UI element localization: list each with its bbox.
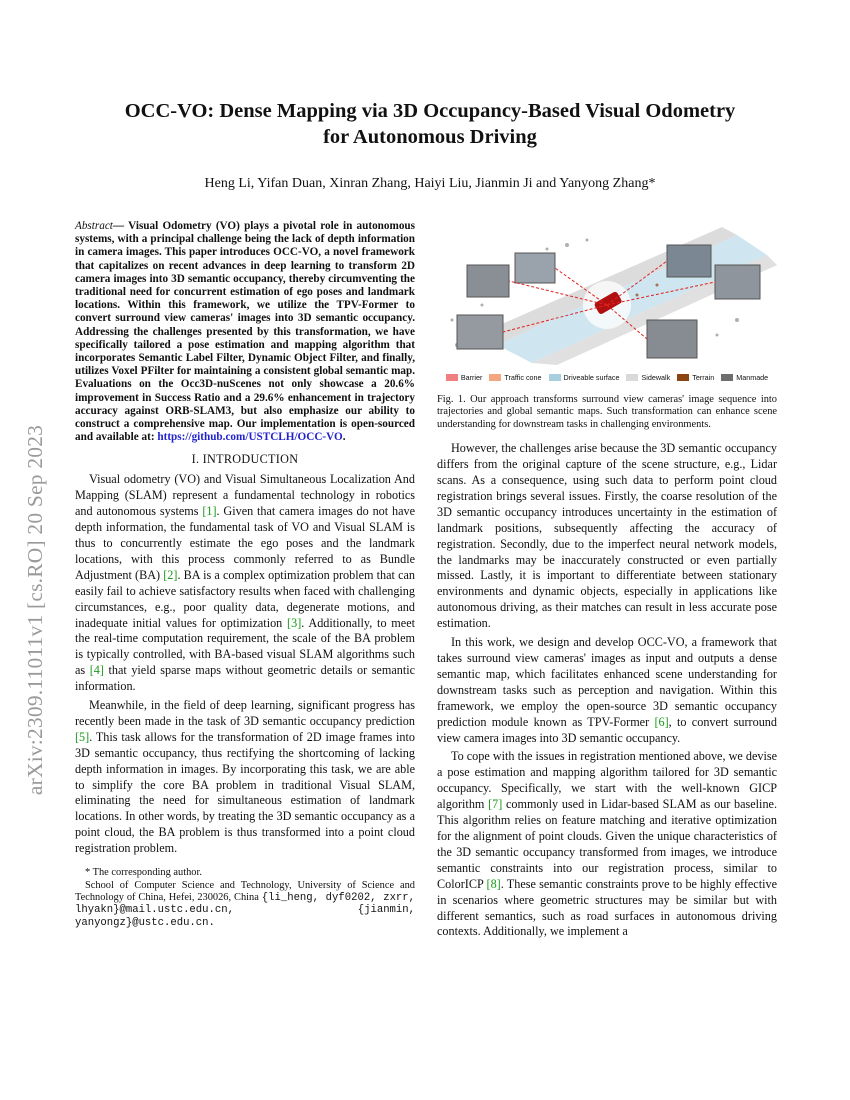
citation-link[interactable]: [1]	[202, 504, 217, 519]
legend-item	[489, 370, 541, 386]
paragraph-text: However, the challenges arise because the 3D semantic occupancy differs from the original capture of the scene structure, e.g., Lidar scans. As a consequence, using such data to perform point cloud registration brings several issues. Firstly, the coarse resolution of the 3D semantic occupancy introduces uncertainty in the estimation of landmark positions, subsequently affecting the accuracy of registration. Secondly, due to the imperfect neural network models, the landmarks may be inaccurately constructed or even partially missed. Lastly, it is important to differentiate between stationary environments and dynamic objects, especially in applications like autonomous driving, as their matches can result in less accurate pose estimation.	[437, 441, 777, 631]
author-emails: {li_heng, dyf0202, zxrr, lhyakn}@mail.ustc.edu.cn, {jianmin, yanyongz}@ustc.edu.cn.	[75, 891, 416, 929]
abstract-text: — Visual Odometry (VO) plays a pivotal role in autonomous systems, with a principal challenge being the lack of depth information in camera images. This paper introduces OCC-VO, a novel framework that capitalizes on recent advances in deep learning to transform 2D camera images into 3D semantic occupancy, thereby circumventing the traditional need for concurrent estimation of ego poses and landmark locations. Within this framework, we utilize the TPV-Former to convert surround view cameras' images into 3D semantic occupancy. Addressing the challenges presented by this transformation, we have specifically tailored a pose estimation and mapping algorithm that incorporates Semantic Label Filter, Dynamic Object Filter, and finally, utilizes Voxel PFilter for maintaining a consistent global semantic map. Evaluations on the Occ3D-nuScenes not only showcase a 20.6% improvement in Success Ratio and a 29.6% enhancement in trajectory accuracy against ORB-SLAM3, but also emphasize our ability to construct a comprehensive map. Our implementation is open-sourced and available at:	[75, 220, 415, 444]
section-heading-introduction: I. INTRODUCTION	[191, 452, 299, 467]
legend-label: Sidewalk	[641, 373, 671, 382]
citation-link[interactable]: [4]	[89, 663, 104, 678]
author-list: Heng Li, Yifan Duan, Xinran Zhang, Haiyi Liu, Jianmin Ji and Yanyong Zhang*	[204, 176, 656, 191]
abstract-label: Abstract	[75, 220, 113, 232]
camera-thumb-6	[647, 320, 697, 358]
paragraph-text: Visual odometry (VO) and Visual Simultaneous Localization And Mapping (SLAM) represent a fundamental technology in robotics and autonomous systems	[75, 472, 415, 519]
paragraph	[437, 749, 777, 940]
citation-link[interactable]: [3]	[287, 615, 302, 630]
introduction-body	[75, 472, 415, 857]
title-line-1: OCC-VO: Dense Mapping via 3D Occupancy-Based Visual Odometry	[124, 100, 736, 122]
paragraph-text: commonly used in Lidar-based SLAM as our baseline. This algorithm relies on feature matching and iterative optimization for the alignment of point clouds. Given the unique characteristics of the 3D semantic occupancy transformed from images, we introduce semantic constraints into our registration process, similar to ColorICP	[437, 797, 777, 891]
title-line-2: for Autonomous Driving	[323, 126, 537, 148]
legend-swatch	[489, 374, 501, 381]
paragraph-text: . BA is a complex optimization problem that can easily fail to achieve satisfactory results when faced with challenging circumstances, e.g., poor quality data, degenerate motions, and inadequate initial values for optimization	[75, 567, 415, 630]
paragraph-text: To cope with the issues in registration mentioned above, we devise a pose estimation and mapping algorithm tailored for 3D semantic occupancy. Specifically, we start with the well-known GICP algorithm	[437, 749, 777, 812]
legend-label: Driveable surface	[563, 373, 620, 382]
legend-label: Barrier	[460, 373, 483, 382]
footnote-corresponding: * The corresponding author.	[85, 867, 202, 879]
arxiv-side-stamp: arXiv:2309.11011v1 [cs.RO] 20 Sep 2023	[23, 424, 47, 796]
legend-swatch	[549, 374, 561, 381]
legend-label: Manmade	[736, 373, 769, 382]
right-column	[437, 225, 777, 943]
left-column	[75, 220, 415, 929]
citation-link[interactable]: [6]	[654, 714, 669, 729]
introduction-body-continued	[437, 441, 777, 940]
figure-1-image	[437, 225, 777, 365]
paragraph-text: . These semantic constraints prove to be highly effective in scenarios where geometric structures may be similar but with different semantics, such as road surfaces in autonomous driving contexts. Additionally, we implement a	[437, 876, 777, 939]
legend-swatch	[677, 374, 689, 381]
paragraph-text: . Additionally, to meet the real-time computation requirement, the scale of the BA problem is typically controlled, with BA-based visual SLAM algorithms such as	[75, 615, 415, 678]
camera-thumb-1	[467, 265, 509, 297]
paragraph	[437, 635, 777, 746]
figure-1-caption: Fig. 1. Our approach transforms surround view cameras' image sequence into trajectories and global semantic maps. Such transformation can enhance scene understanding for downstream tasks in challenging environments.	[437, 394, 777, 430]
paragraph	[437, 441, 777, 632]
paragraph-text: . Given that camera images do not have depth information, the fundamental task of VO and Visual SLAM is thus to concurrently estimate the ego poses and the landmark locations, with this process commonly referred to as Bundle Adjustment (BA)	[75, 504, 415, 582]
paragraph-text: Meanwhile, in the field of deep learning, significant progress has recently been made in the task of 3D semantic occupancy prediction	[75, 698, 415, 728]
code-link[interactable]: https://github.com/USTCLH/OCC-VO	[157, 431, 343, 444]
legend-swatch	[446, 374, 458, 381]
paragraph-text: . This task allows for the transformation of 2D image frames into 3D semantic occupancy, thus rectifying the shortcoming of lacking depth information in images. By incorporating this task, we are able to simplify the core BA problem in traditional Visual SLAM, eliminating the need for simultaneous estimation of landmark locations. In other words, by treating the 3D semantic occupancy as a point cloud, the BA problem is thus transformed into a point cloud registration problem.	[75, 729, 415, 856]
camera-thumb-2	[515, 253, 555, 283]
footnote	[75, 867, 415, 929]
abstract	[75, 220, 415, 444]
legend-swatch	[626, 374, 638, 381]
affiliation-text: School of Computer Science and Technology, University of Science and Technology of China, Hefei, 230026, China	[75, 879, 415, 903]
legend-label: Traffic cone	[504, 373, 542, 382]
legend-item	[446, 370, 483, 386]
legend-swatch	[721, 374, 733, 381]
abstract-end: .	[342, 431, 346, 444]
citation-link[interactable]: [8]	[486, 876, 501, 891]
paragraph	[75, 698, 415, 857]
legend-item	[626, 370, 670, 386]
paragraph-text: that yield sparse maps without geometric details or semantic information.	[75, 663, 416, 694]
legend-item	[677, 370, 714, 386]
legend-item	[721, 370, 768, 386]
footnote-affiliation	[75, 880, 415, 930]
paragraph-text: In this work, we design and develop OCC-VO, a framework that takes surround view cameras' images as input and outputs a dense semantic map, which facilitates enhanced scene understanding for downstream tasks such as perception and navigation. Within this framework, we employ the open-source 3D semantic occupancy prediction module known as TPV-Former	[437, 635, 777, 729]
camera-thumb-3	[667, 245, 711, 277]
citation-link[interactable]: [7]	[488, 797, 503, 812]
citation-link[interactable]: [2]	[163, 567, 178, 582]
paper-title	[60, 98, 800, 150]
paragraph	[75, 472, 415, 695]
legend-label: Terrain	[692, 373, 715, 382]
figure-legend	[437, 370, 777, 386]
citation-link[interactable]: [5]	[75, 729, 90, 744]
paragraph-text: , to convert surround view camera images into 3D semantic occupancy.	[437, 714, 777, 745]
camera-thumb-4	[715, 265, 760, 299]
legend-item	[549, 370, 620, 386]
figure-1	[437, 225, 777, 388]
camera-thumb-5	[457, 315, 503, 349]
